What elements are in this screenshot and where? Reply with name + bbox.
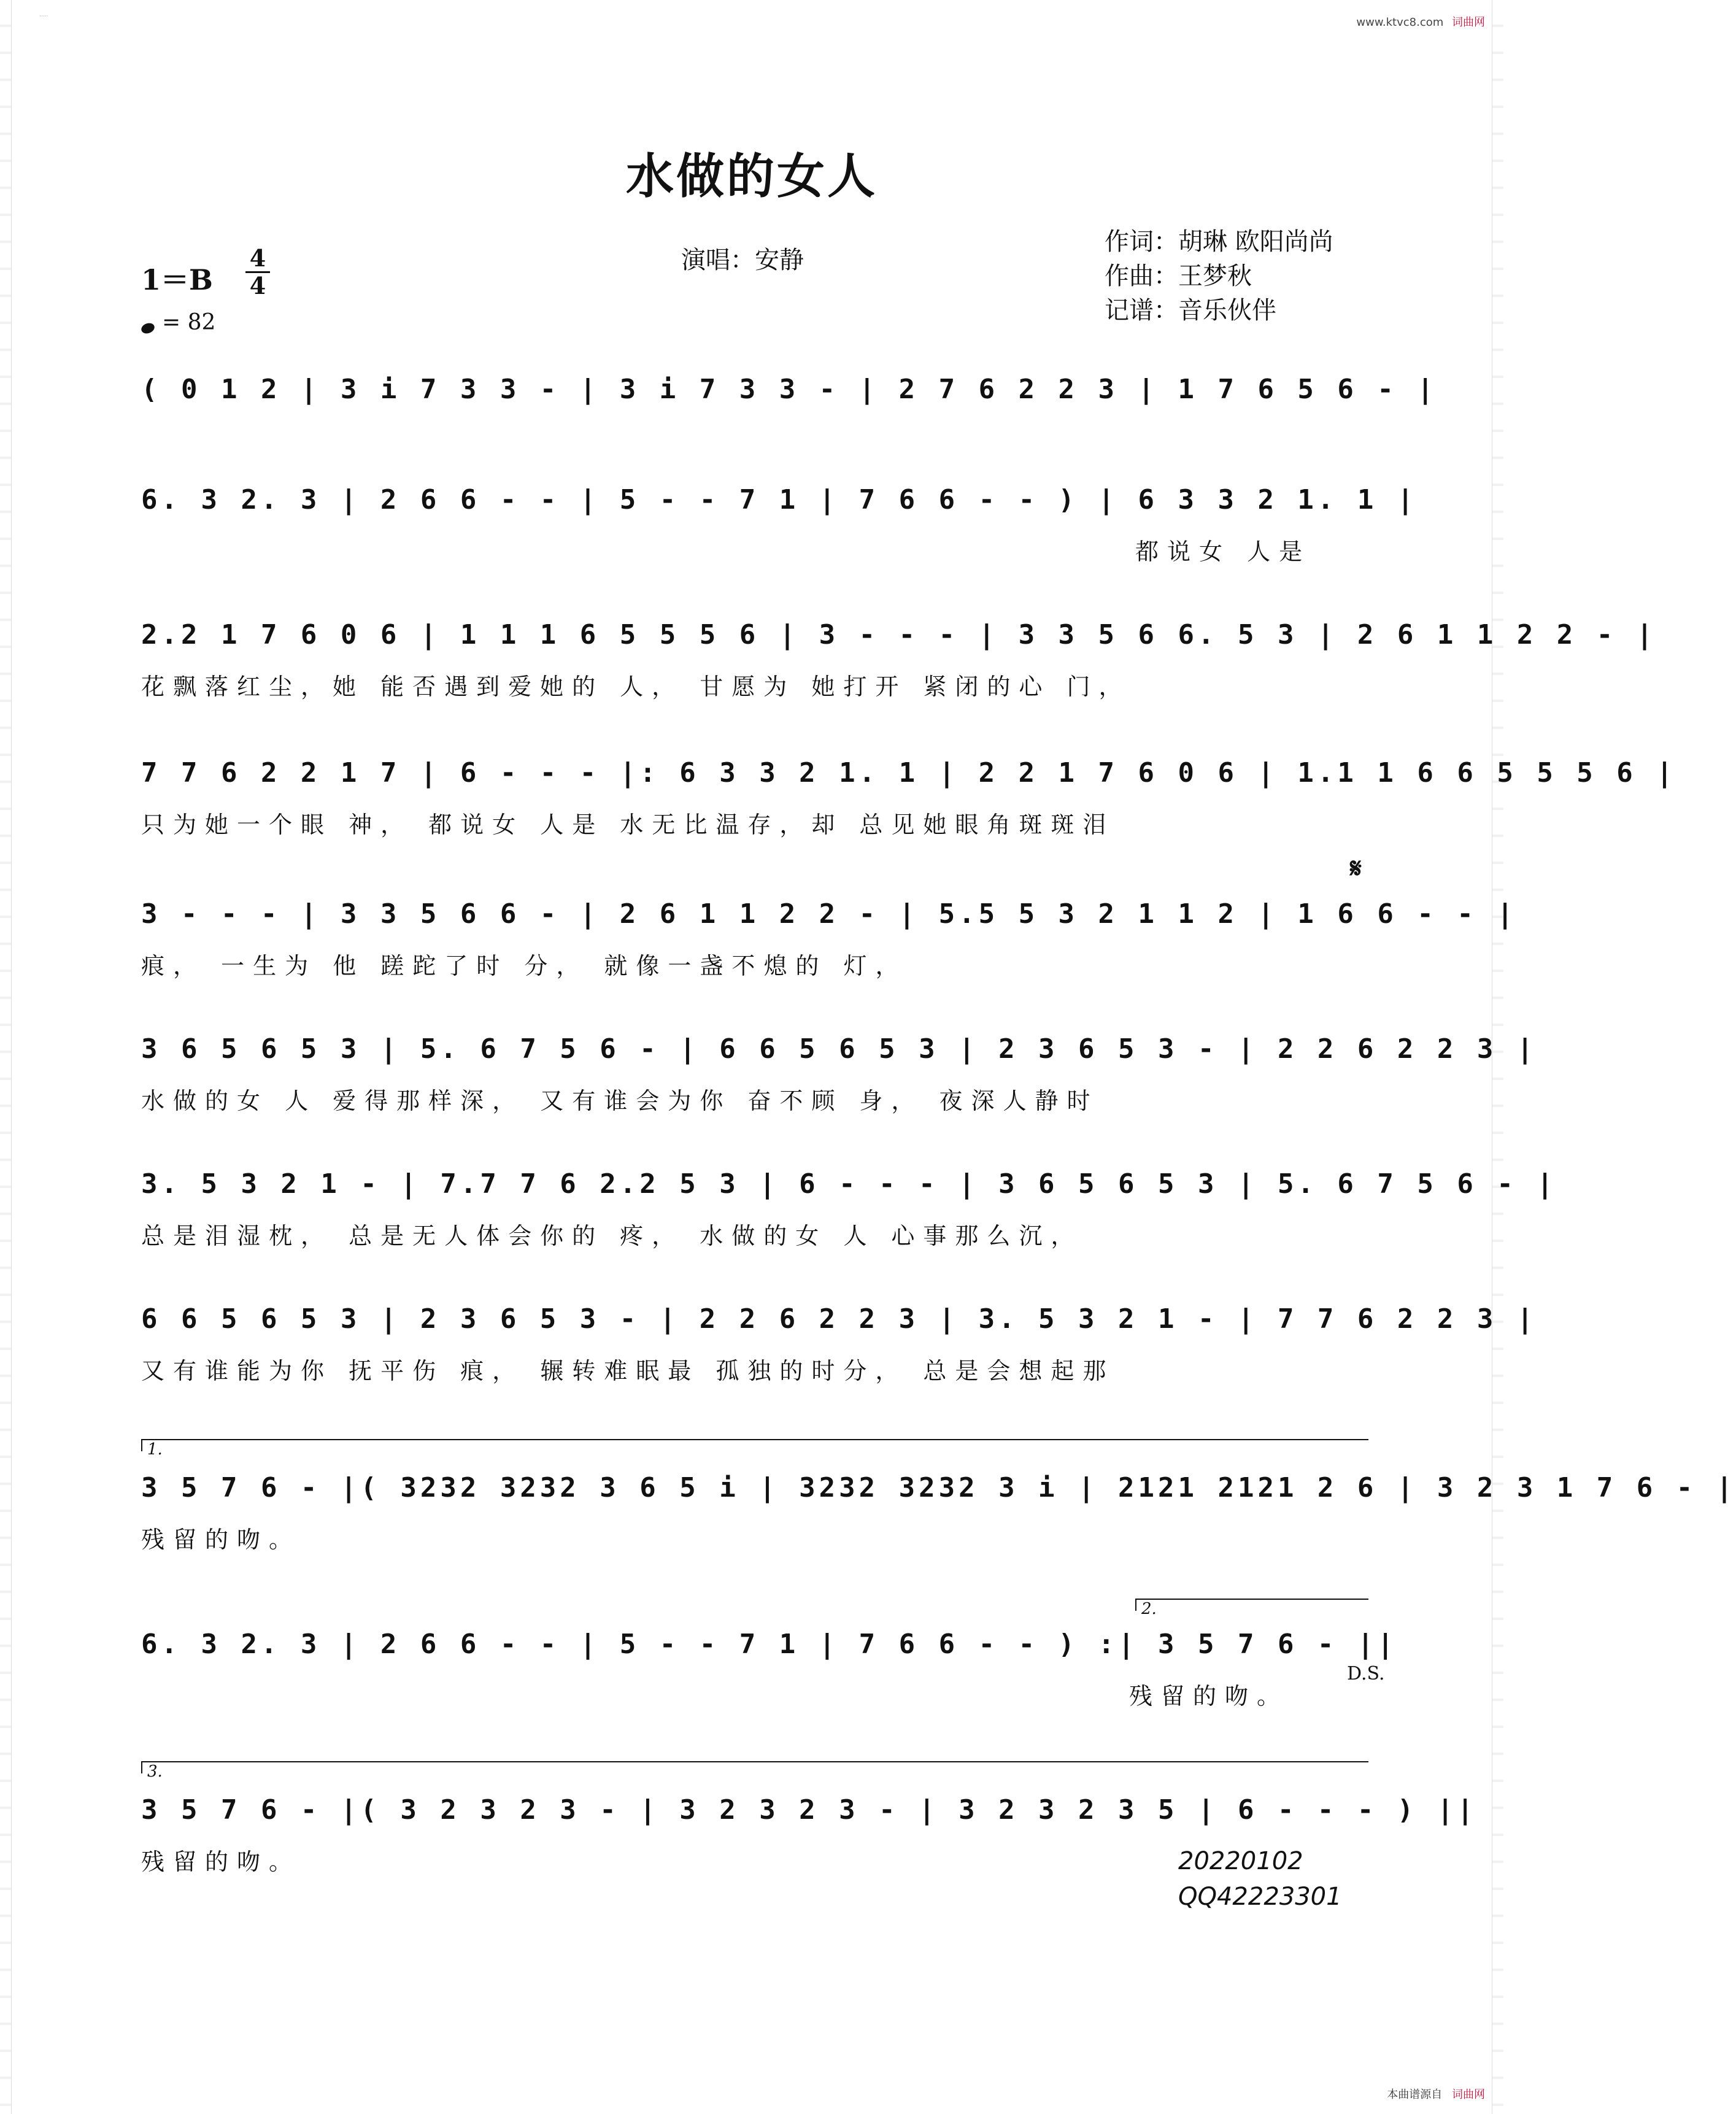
footer-note: 本曲谱源自 [1387, 2088, 1443, 2101]
notes: 2.2 1 7 6 0 6 | 1 1 1 6 5 5 5 6 | 3 - - - | 3 3 5 6 6. 5 3 | 2 6 1 1 2 2 - | [141, 619, 1657, 650]
footer-source [1387, 2086, 1485, 2102]
notes: 6. 3 2. 3 | 2 6 6 - - | 5 - - 7 1 | 7 6 6 - - ) | 6 3 3 2 1. 1 | [141, 484, 1418, 515]
date-stamp: 20220102 [1178, 1847, 1303, 1875]
time-sig-top: 4 [249, 244, 266, 272]
notes: 3 6 5 6 5 3 | 5. 6 7 5 6 - | 6 6 5 6 5 3 | 2 3 6 5 3 - | 2 2 6 2 2 3 | [141, 1033, 1537, 1065]
score-line-1 [141, 368, 1437, 442]
lyrics: 只为她一个眼 神， 都说女 人是 水无比温存，却 总见她眼角斑斑泪 [141, 811, 1115, 838]
volta-1: 1. [141, 1439, 1368, 1451]
lyrics: 痕， 一生为 他 蹉跎了时 分， 就像一盏不熄的 灯， [141, 952, 908, 979]
notes: 7 7 6 2 2 1 7 | 6 - - - |: 6 3 3 2 1. 1 | 2 2 1 7 6 0 6 | 1.1 1 6 6 5 5 5 6 | [141, 757, 1676, 789]
song-title: 水做的女人 [625, 149, 878, 204]
score-line-4 [141, 752, 1676, 838]
left-border-strip [0, 0, 12, 2114]
key-signature: 1＝B [141, 263, 213, 296]
credit-lyrics: 作词：胡琳 欧阳尚尚 [1105, 228, 1333, 256]
notes: 6. 3 2. 3 | 2 6 6 - - | 5 - - 7 1 | 7 6 6 - - ) :| 3 5 7 6 - || [141, 1629, 1397, 1660]
tiny-header-text: ····· [39, 14, 48, 20]
credit-notation: 记谱：音乐伙伴 [1105, 296, 1276, 325]
lyrics: 花飘落红尘，她 能否遇到爱她的 人， 甘愿为 她打开 紧闭的心 门， [141, 673, 1131, 700]
volta-2: 2. [1135, 1599, 1368, 1611]
score-line-9 [141, 1467, 1736, 1553]
volta-3: 3. [141, 1761, 1368, 1773]
performer: 演唱：安静 [681, 246, 804, 274]
score-line-6 [141, 1028, 1537, 1114]
site-watermark [1356, 14, 1485, 29]
site-brand: 词曲网 [1452, 16, 1485, 29]
score-line-2 [141, 479, 1418, 565]
notes: 3 5 7 6 - |( 3232 3232 3 6 5 i | 3232 3232 3 i | 2121 2121 2 6 | 3 2 3 1 7 6 - | [141, 1472, 1736, 1503]
quarter-note-icon [140, 322, 156, 336]
time-sig-bottom: 4 [245, 271, 270, 299]
footer-brand[interactable]: 词曲网 [1452, 2088, 1485, 2101]
lyrics: 残留的吻。 [141, 1848, 301, 1875]
ds-marking: D.S. [1347, 1663, 1385, 1684]
lyrics: 总是泪湿枕， 总是无人体会你的 疼， 水做的女 人 心事那么沉， [141, 1222, 1083, 1249]
score-line-7 [141, 1163, 1557, 1249]
notes: ( 0 1 2 | 3 i 7 3 3 - | 3 i 7 3 3 - | 2 7 6 2 2 3 | 1 7 6 5 6 - | [141, 374, 1437, 405]
score-line-10 [141, 1623, 1397, 1710]
lyrics: 都说女 人是 [1135, 538, 1311, 565]
qq-number: QQ42223301 [1178, 1883, 1342, 1911]
lyrics: 水做的女 人 爱得那样深， 又有谁会为你 奋不顾 身， 夜深人静时 [141, 1087, 1099, 1114]
lyrics: 又有谁能为你 抚平伤 痕， 辗转难眠最 孤独的时分， 总是会想起那 [141, 1357, 1115, 1384]
notes: 6 6 5 6 5 3 | 2 3 6 5 3 - | 2 2 6 2 2 3 | 3. 5 3 2 1 - | 7 7 6 2 2 3 | [141, 1303, 1537, 1335]
segno-icon: 𝄋 [1350, 853, 1362, 884]
score-line-5 [141, 893, 1517, 979]
time-signature [245, 245, 270, 299]
tempo-value: = 82 [162, 310, 216, 335]
lyrics: 残留的吻。 [1129, 1683, 1289, 1710]
site-url[interactable]: www.ktvc8.com [1356, 16, 1444, 29]
notes: 3. 5 3 2 1 - | 7.7 7 6 2.2 5 3 | 6 - - - | 3 6 5 6 5 3 | 5. 6 7 5 6 - | [141, 1168, 1557, 1200]
score-line-3 [141, 614, 1657, 700]
tempo-marking [141, 310, 215, 335]
lyrics: 残留的吻。 [141, 1526, 301, 1553]
notes: 3 - - - | 3 3 5 6 6 - | 2 6 1 1 2 2 - | 5.5 5 3 2 1 1 2 | 1 6 6 - - | [141, 898, 1517, 930]
credit-music: 作曲：王梦秋 [1105, 262, 1252, 290]
score-line-8 [141, 1298, 1537, 1384]
notes: 3 5 7 6 - |( 3 2 3 2 3 - | 3 2 3 2 3 - | 3 2 3 2 3 5 | 6 - - - ) || [141, 1794, 1477, 1826]
